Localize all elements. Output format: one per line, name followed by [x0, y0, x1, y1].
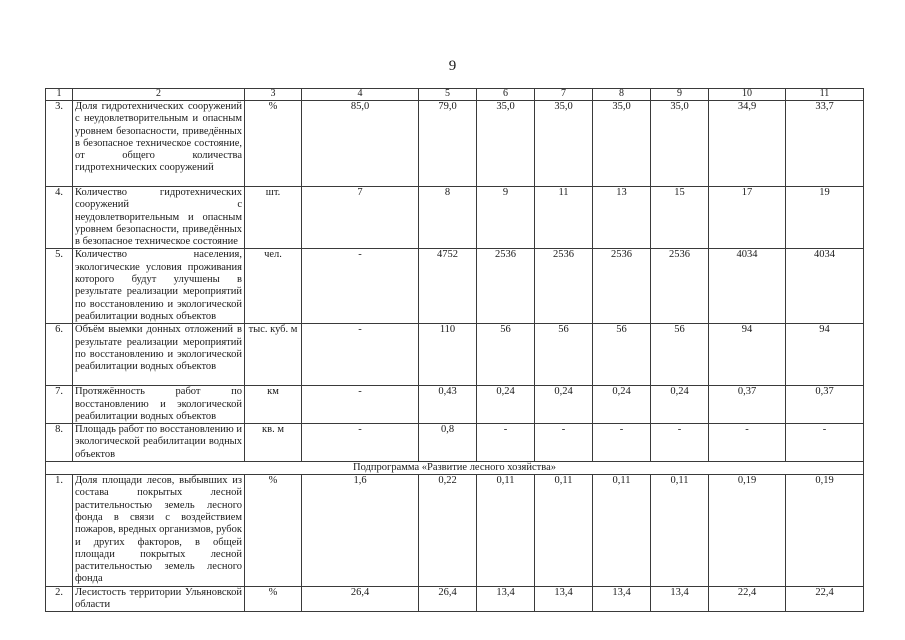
indicator-value: 94: [709, 324, 786, 386]
indicator-value: 0,19: [786, 475, 864, 587]
indicator-value: 0,19: [709, 475, 786, 587]
indicator-value: -: [535, 424, 593, 462]
indicator-value: 13,4: [651, 586, 709, 612]
indicator-row: [46, 249, 864, 324]
indicator-value: 15: [651, 187, 709, 249]
indicator-value: 4034: [709, 249, 786, 324]
indicator-value: 0,8: [419, 424, 477, 462]
indicator-value: 79,0: [419, 101, 477, 187]
column-number: 8: [593, 89, 651, 101]
unit-of-measure: чел.: [245, 249, 302, 324]
indicator-value: 0,24: [535, 386, 593, 424]
indicator-value: 2536: [535, 249, 593, 324]
indicator-description: Объём выемки донных отложений в результате реализации мероприятий по восстановлению и экологической реабилитации водных объектов: [73, 324, 245, 386]
indicator-description: Количество населения, экологические условия проживания которого будут улучшены в результате реализации мероприятий по восстановлению и экологической реабилитации водных объектов: [73, 249, 245, 324]
indicator-value: 35,0: [477, 101, 535, 187]
indicator-row: [46, 586, 864, 612]
indicator-value: 0,24: [593, 386, 651, 424]
indicator-row: [46, 101, 864, 187]
column-number: 2: [73, 89, 245, 101]
indicator-value: 8: [419, 187, 477, 249]
indicator-row: [46, 324, 864, 386]
unit-of-measure: км: [245, 386, 302, 424]
column-number: 5: [419, 89, 477, 101]
indicators-table: [45, 88, 864, 612]
indicator-value: -: [786, 424, 864, 462]
indicator-value: -: [302, 324, 419, 386]
indicator-value: -: [302, 249, 419, 324]
unit-of-measure: кв. м: [245, 424, 302, 462]
unit-of-measure: %: [245, 475, 302, 587]
indicator-value: -: [593, 424, 651, 462]
indicator-value: 13,4: [593, 586, 651, 612]
indicator-value: -: [709, 424, 786, 462]
subprogram-row: [46, 462, 864, 475]
indicator-value: 13,4: [477, 586, 535, 612]
unit-of-measure: тыс. куб. м: [245, 324, 302, 386]
indicator-value: 34,9: [709, 101, 786, 187]
indicator-value: 85,0: [302, 101, 419, 187]
row-number: 8.: [46, 424, 73, 462]
unit-of-measure: шт.: [245, 187, 302, 249]
indicator-value: 0,11: [477, 475, 535, 587]
row-number: 1.: [46, 475, 73, 587]
indicator-description: Площадь работ по восстановлению и экологической реабилитации водных объектов: [73, 424, 245, 462]
column-number: 4: [302, 89, 419, 101]
row-number: 5.: [46, 249, 73, 324]
indicator-value: 0,37: [709, 386, 786, 424]
indicator-value: -: [651, 424, 709, 462]
indicator-value: 0,22: [419, 475, 477, 587]
column-number-row: [46, 89, 864, 101]
column-number: 9: [651, 89, 709, 101]
page-number: 9: [448, 58, 457, 74]
indicator-value: -: [302, 386, 419, 424]
column-number: 11: [786, 89, 864, 101]
row-number: 6.: [46, 324, 73, 386]
indicator-value: 19: [786, 187, 864, 249]
indicator-value: 56: [477, 324, 535, 386]
column-number: 1: [46, 89, 73, 101]
indicator-value: 22,4: [709, 586, 786, 612]
indicator-value: -: [477, 424, 535, 462]
indicator-value: 35,0: [651, 101, 709, 187]
indicator-row: [46, 475, 864, 587]
unit-of-measure: %: [245, 101, 302, 187]
indicator-value: 9: [477, 187, 535, 249]
indicator-value: 4034: [786, 249, 864, 324]
row-number: 2.: [46, 586, 73, 612]
indicator-value: 56: [593, 324, 651, 386]
indicator-value: 0,24: [651, 386, 709, 424]
indicator-value: 0,11: [651, 475, 709, 587]
indicator-value: 35,0: [593, 101, 651, 187]
column-number: 7: [535, 89, 593, 101]
subprogram-title: Подпрограмма «Развитие лесного хозяйства»: [46, 462, 864, 475]
indicator-row: [46, 187, 864, 249]
indicator-description: Количество гидротехнических сооружений с неудовлетворительным и опасным уровнем безопасности, приведённых в безопасное техническое состояние: [73, 187, 245, 249]
unit-of-measure: %: [245, 586, 302, 612]
indicator-value: 56: [535, 324, 593, 386]
indicator-value: 13: [593, 187, 651, 249]
column-number: 10: [709, 89, 786, 101]
indicator-value: 26,4: [302, 586, 419, 612]
indicator-value: 17: [709, 187, 786, 249]
indicator-value: 7: [302, 187, 419, 249]
indicator-value: 2536: [593, 249, 651, 324]
indicator-value: 0,43: [419, 386, 477, 424]
indicator-row: [46, 424, 864, 462]
indicator-value: 4752: [419, 249, 477, 324]
indicator-row: [46, 386, 864, 424]
indicator-value: 26,4: [419, 586, 477, 612]
indicator-description: Лесистость территории Ульяновской области: [73, 586, 245, 612]
row-number: 3.: [46, 101, 73, 187]
indicator-description: Протяжённость работ по восстановлению и экологической реабилитации водных объектов: [73, 386, 245, 424]
indicator-value: 0,24: [477, 386, 535, 424]
column-number: 3: [245, 89, 302, 101]
indicator-description: Доля гидротехнических сооружений с неудовлетворительным и опасным уровнем безопасности, приведённых в безопасное техническое состояние, от общего количества гидротехнических сооружений: [73, 101, 245, 187]
indicator-value: -: [302, 424, 419, 462]
indicator-value: 56: [651, 324, 709, 386]
row-number: 7.: [46, 386, 73, 424]
column-number: 6: [477, 89, 535, 101]
indicator-value: 94: [786, 324, 864, 386]
row-number: 4.: [46, 187, 73, 249]
indicator-value: 22,4: [786, 586, 864, 612]
indicator-value: 2536: [651, 249, 709, 324]
indicator-value: 1,6: [302, 475, 419, 587]
indicator-value: 35,0: [535, 101, 593, 187]
indicator-description: Доля площади лесов, выбывших из состава покрытых лесной растительностью земель лесного фонда в связи с воздействием пожаров, вредных организмов, рубок и других факторов, в общей площади покрытых лесной растительностью земель лесного фонда: [73, 475, 245, 587]
indicator-value: 0,11: [535, 475, 593, 587]
indicator-value: 110: [419, 324, 477, 386]
indicator-value: 0,11: [593, 475, 651, 587]
indicator-value: 13,4: [535, 586, 593, 612]
indicator-value: 33,7: [786, 101, 864, 187]
indicator-value: 0,37: [786, 386, 864, 424]
indicator-value: 11: [535, 187, 593, 249]
indicator-value: 2536: [477, 249, 535, 324]
